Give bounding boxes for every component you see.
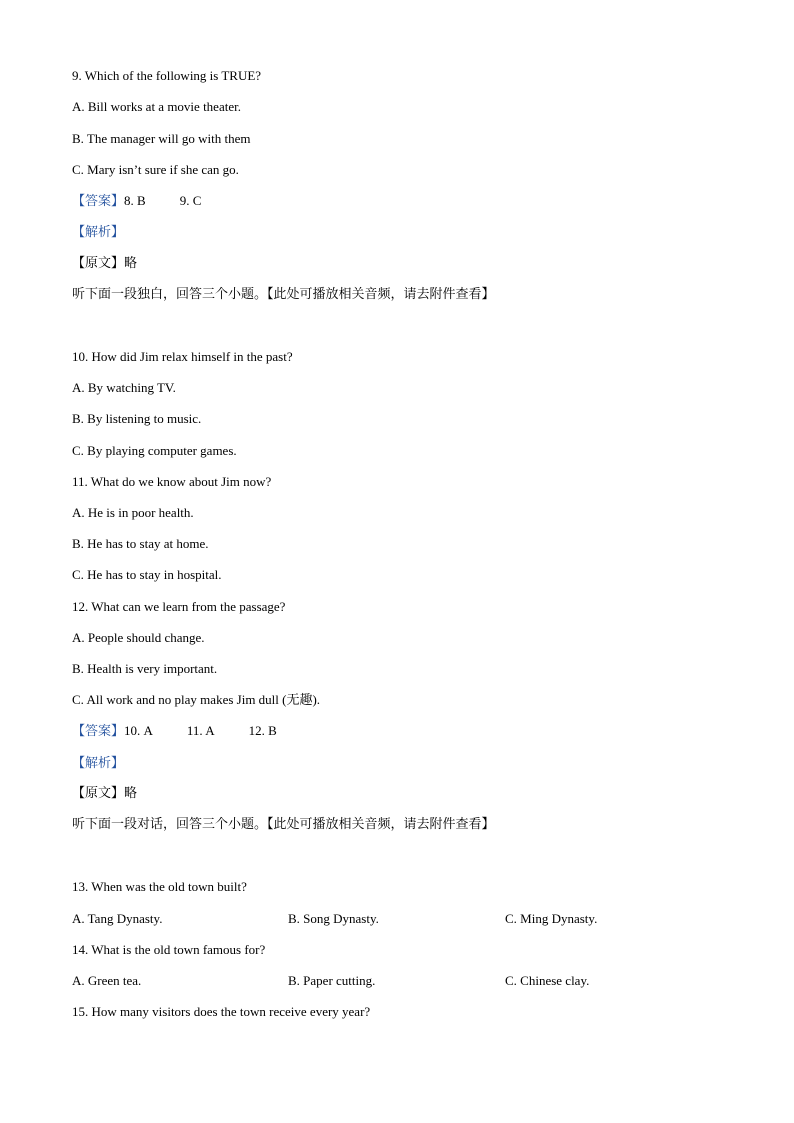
analysis-tag: 【解析】 [72,756,125,771]
original-tag: 【原文】 [72,256,125,271]
question-14-option-c: C. Chinese clay. [505,973,590,988]
question-10-option-c: C. By playing computer games. [72,443,237,458]
question-10: 10. How did Jim relax himself in the past? [72,349,293,364]
question-12-option-a: A. People should change. [72,630,205,645]
question-9-option-a: A. Bill works at a movie theater. [72,99,241,114]
question-12-option-b: B. Health is very important. [72,661,218,676]
question-11: 11. What do we know about Jim now? [72,474,272,489]
question-11-option-a: A. He is in poor health. [72,505,194,520]
question-12: 12. What can we learn from the passage? [72,599,286,614]
listening-instruction-1: 听下面一段独白，回答三个小题。【此处可播放相关音频，请去附件查看】 [72,287,495,302]
answer-value: 12. B [248,723,277,738]
original-text: 略 [124,256,138,271]
answer-value: 11. A [186,723,215,738]
analysis-tag: 【解析】 [72,225,125,240]
question-9-option-b: B. The manager will go with them [72,131,251,146]
question-12-option-c: C. All work and no play makes Jim dull (无趣). [72,692,321,707]
question-9-option-c: C. Mary isn’t sure if she can go. [72,162,239,177]
question-13-option-b: B. Song Dynasty. [288,911,379,926]
question-14: 14. What is the old town famous for? [72,942,266,957]
original-line-2 [72,786,137,802]
original-text: 略 [124,786,138,801]
answer-value: 9. C [179,193,202,208]
analysis-line-1 [72,224,124,241]
question-11-option-c: C. He has to stay in hospital. [72,567,222,582]
question-10-option-a: A. By watching TV. [72,380,176,395]
listening-instruction-2: 听下面一段对话，回答三个小题。【此处可播放相关音频，请去附件查看】 [72,817,495,832]
original-tag: 【原文】 [72,786,125,801]
original-line-1 [72,256,137,272]
question-13: 13. When was the old town built? [72,879,247,894]
answer-value: 8. B [124,193,146,208]
question-15: 15. How many visitors does the town receive every year? [72,1004,371,1019]
question-10-option-b: B. By listening to music. [72,411,202,426]
answer-value: 10. A [124,723,153,738]
answer-line-2 [72,723,277,740]
question-14-option-b: B. Paper cutting. [288,973,376,988]
answer-tag: 【答案】 [72,724,125,739]
answer-line-1 [72,193,201,210]
question-9: 9. Which of the following is TRUE? [72,68,262,83]
analysis-line-2 [72,755,124,772]
question-11-option-b: B. He has to stay at home. [72,536,209,551]
question-14-option-a: A. Green tea. [72,973,142,988]
question-13-option-c: C. Ming Dynasty. [505,911,598,926]
answer-tag: 【答案】 [72,194,125,209]
question-13-option-a: A. Tang Dynasty. [72,911,163,926]
